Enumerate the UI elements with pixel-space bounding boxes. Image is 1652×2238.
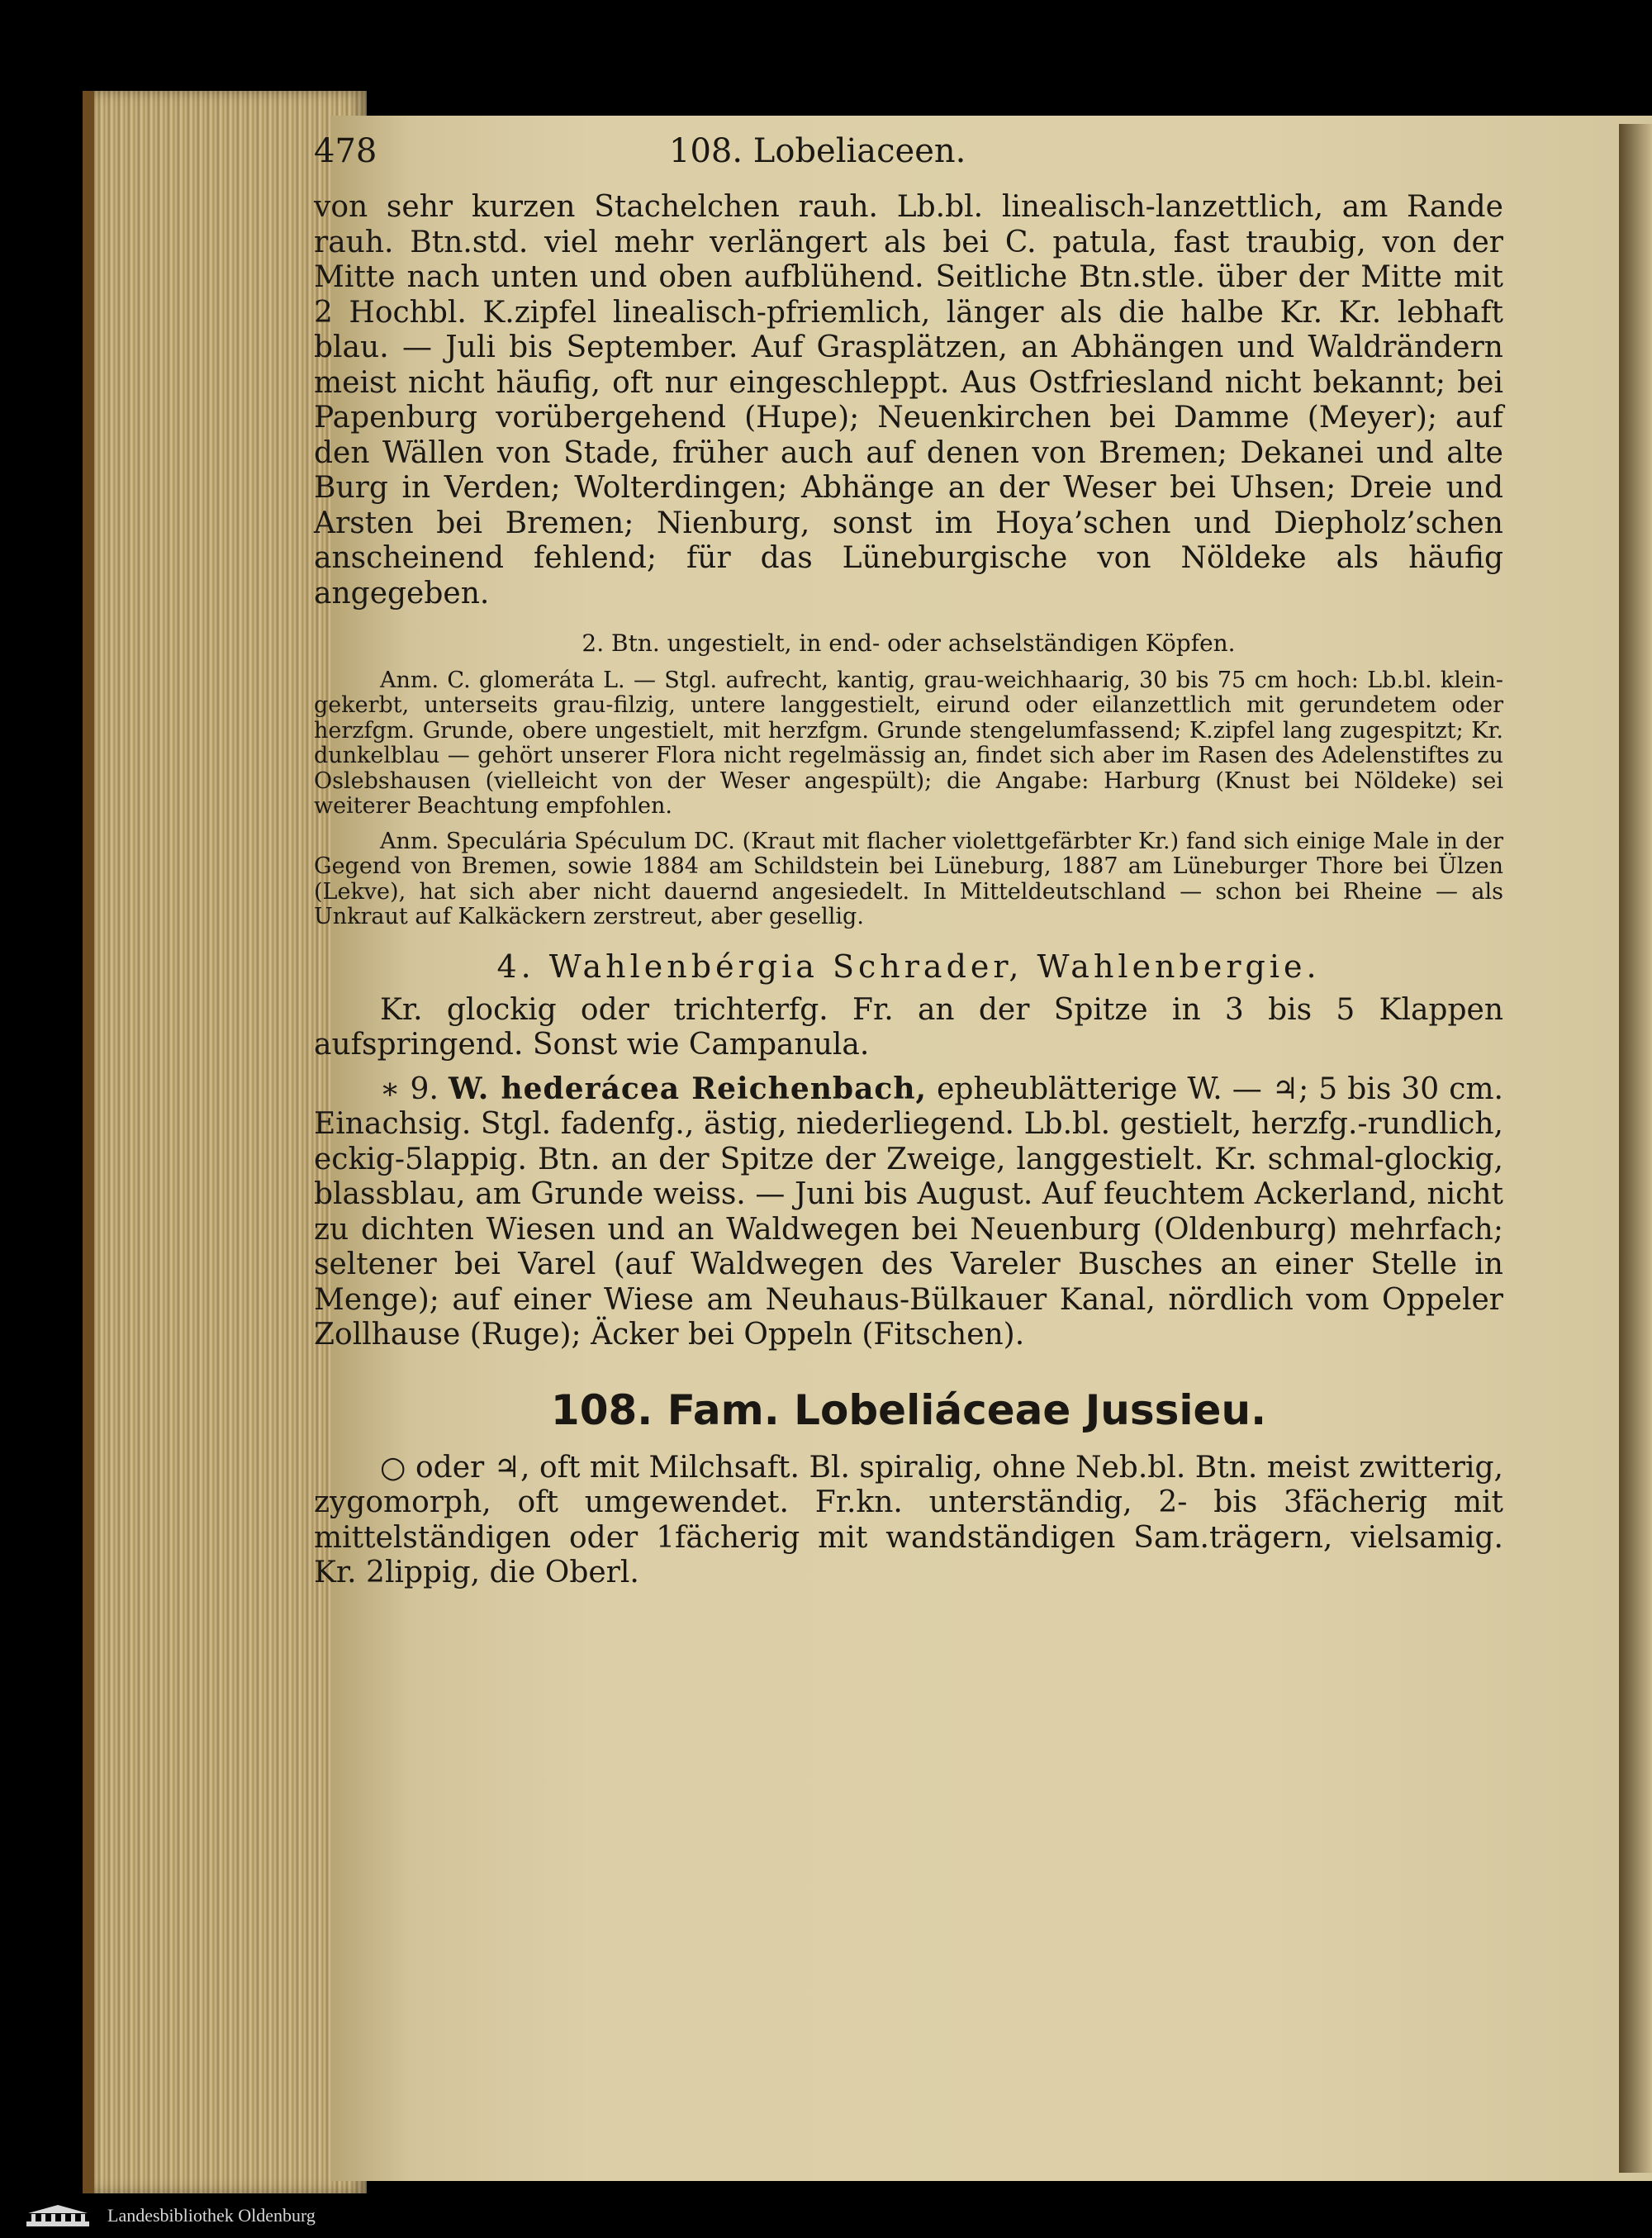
family-heading: 108. Fam. Lobeliáceae Jussieu. [550,1385,1267,1434]
paragraph-continuation: von sehr kurzen Stachelchen rauh. Lb.bl. linealisch-lanzettlich, am Rande rauh. Btn.std. viel mehr verlängert als bei C. patula, fast traubig, von der Mitte nach unten und oben aufblühend. Seitliche Btn.stle. über der Mitte mit 2 Hochbl. K.zipfel linealisch-pfriemlich, länger als die halbe Kr. Kr. lebhaft blau. — Juli bis September. Auf Grasplätzen, an Abhängen und Waldrändern meist nicht häufig, oft nur eingeschleppt. Aus Ostfriesland nicht bekannt; bei Papenburg vorübergehend (Hupe); Neuenkirchen bei Damme (Meyer); auf den Wällen von Stade, früher auch auf denen von Bremen; Dekanei und alte Burg in Verden; Wolterdingen; Abhänge an der Weser bei Uhsen; Dreie und Arsten bei Bremen; Nienburg, sonst im Hoya’schen und Diepholz’schen anscheinend fehlend; für das Lüneburgische von Nöldeke als häufig angegeben. [314,190,1503,611]
genus-heading: 4. Wahlenbérgia Schrader, Wahlenbergie. [496,948,1321,985]
page-content [314,132,1503,1591]
key-entry: 2. Btn. ungestielt, in end- oder achselständigen Köpfen. [582,630,1236,657]
library-logo-icon [25,2203,91,2228]
page-header [314,132,1503,190]
genus-description: Kr. glockig oder trichterfg. Fr. an der Spitze in 3 bis 5 Klappen aufspringend. Sonst wie Campanula. [314,992,1503,1062]
species-entry [314,1071,1503,1353]
page-number: 478 [314,132,377,170]
family-description: ○ oder ♃, oft mit Milchsaft. Bl. spiralig, ohne Neb.bl. Btn. meist zwitterig, zygomorph, oft umgewendet. Fr.kn. unterständig, 2- bis 3fächerig mit mittelständigen oder 1fächerig mit wandständigen Sam.trägern, vielsamig. Kr. 2lippig, die Oberl. [314,1450,1503,1589]
library-name: Landesbibliothek Oldenburg [107,2205,316,2226]
species-name: W. hederácea Reichenbach, [448,1071,928,1106]
next-page-edge [1619,124,1652,2173]
species-marker: ∗ 9. [380,1071,439,1106]
note-specularia: Anm. Speculária Spéculum DC. (Kraut mit flacher violettgefärbter Kr.) fand sich einige Male in der Gegend von Bremen, sowie 1884 am Schildstein bei Lüneburg, 1887 am Lüneburger Thore bei Ülzen (Lekve), hat sich aber nicht dauernd angesiedelt. In Mitteldeutschland — schon bei Rheine — als Unkraut auf Kalkäckern zerstreut, aber gesellig. [314,828,1503,929]
footer-bar [0,2193,1652,2238]
running-head: 108. Lobeliaceen. [669,132,966,170]
species-text: epheublätterige W. — ♃; 5 bis 30 cm. Einachsig. Stgl. fadenfg., ästig, niederliegend. Lb.bl. gestielt, herzfg.-rundlich, eckig-5lappig. Btn. an der Spitze der Zweige, langgestielt. Kr. schmal-glockig, blassblau, am Grunde weiss. — Juni bis August. Auf feuchtem Ackerland, nicht zu dichten Wiesen und an Waldwegen bei Neuenburg (Oldenburg) mehrfach; seltener bei Varel (auf Waldwegen des Vareler Busches an einer Stelle in Menge); auf einer Wiese am Neuhaus-Bülkauer Kanal, nördlich vom Oppeler Zollhause (Ruge); Äcker bei Oppeln (Fitschen). [314,1071,1503,1352]
note-glomerata: Anm. C. glomeráta L. — Stgl. aufrecht, kantig, grau-weichhaarig, 30 bis 75 cm hoch: Lb.bl. klein-gekerbt, unterseits grau-filzig, untere langgestielt, eirund oder eilanzettlich mit gerundetem oder herzfgm. Grunde, obere ungestielt, mit herzfgm. Grunde stengelumfassend; K.zipfel lang zugespitzt; Kr. dunkelblau — gehört unserer Flora nicht regelmässig an, findet sich aber im Rasen des Adelenstiftes zu Oslebshausen (vielleicht von der Weser angespült); die Angabe: Harburg (Knust bei Nöldeke) sei weiterer Beachtung empfohlen. [314,667,1503,819]
